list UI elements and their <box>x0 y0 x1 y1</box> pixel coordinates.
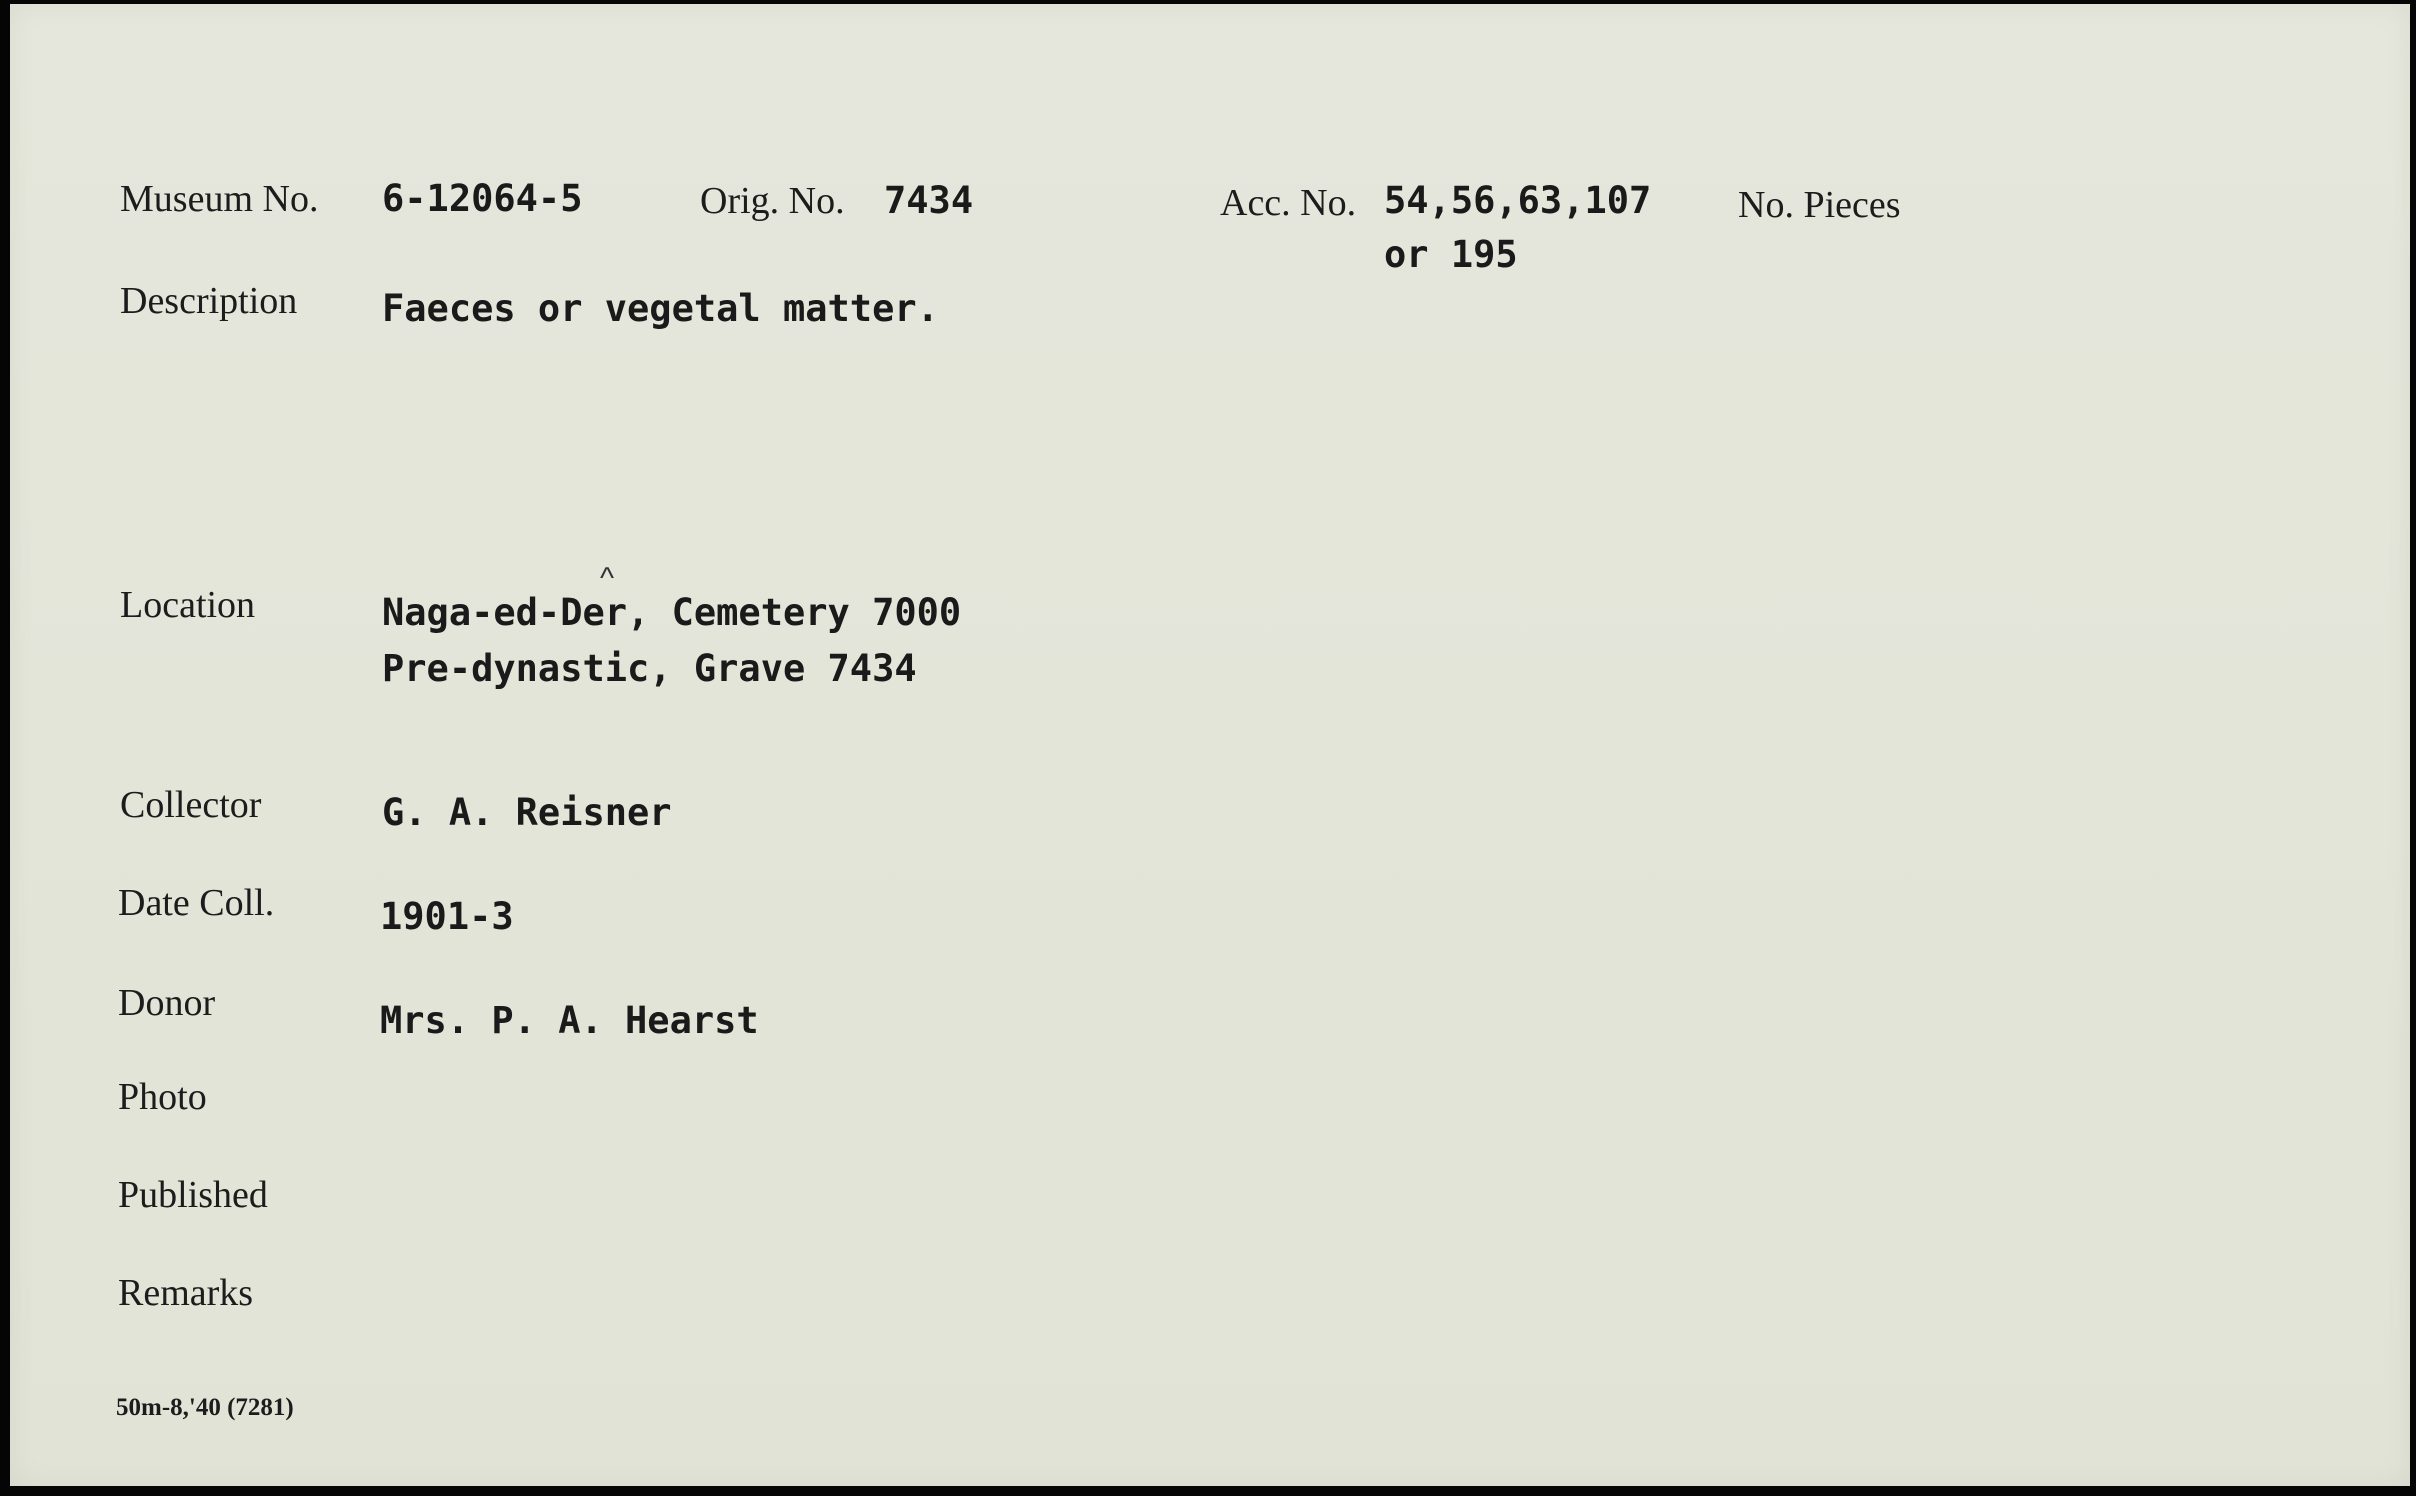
acc-no-value-line1: 54,56,63,107 <box>1384 179 1652 222</box>
museum-no-value: 6-12064-5 <box>382 177 583 220</box>
date-coll-label: Date Coll. <box>118 882 275 924</box>
print-code-footer: 50m-8,'40 (7281) <box>116 1394 294 1421</box>
published-label: Published <box>118 1174 268 1216</box>
photo-label: Photo <box>118 1076 207 1118</box>
location-label: Location <box>120 584 256 626</box>
no-pieces-label: No. Pieces <box>1738 184 1901 226</box>
orig-no-label: Orig. No. <box>700 180 845 222</box>
description-value: Faeces or vegetal matter. <box>382 287 939 330</box>
date-coll-value: 1901-3 <box>380 895 514 938</box>
donor-label: Donor <box>118 982 216 1024</box>
location-line2: Pre-dynastic, Grave 7434 <box>382 647 917 690</box>
catalog-card <box>10 4 2410 1486</box>
donor-value: Mrs. P. A. Hearst <box>380 999 759 1042</box>
collector-label: Collector <box>120 784 262 826</box>
remarks-label: Remarks <box>118 1272 254 1314</box>
acc-no-label: Acc. No. <box>1220 182 1357 224</box>
museum-no-label: Museum No. <box>120 178 319 220</box>
handwritten-caret-mark: ^ <box>600 562 615 595</box>
acc-no-value-line2: or 195 <box>1384 233 1518 276</box>
description-label: Description <box>120 280 298 322</box>
collector-value: G. A. Reisner <box>382 791 672 834</box>
location-line1: Naga-ed-Der, Cemetery 7000 <box>382 591 962 634</box>
orig-no-value: 7434 <box>884 179 974 222</box>
